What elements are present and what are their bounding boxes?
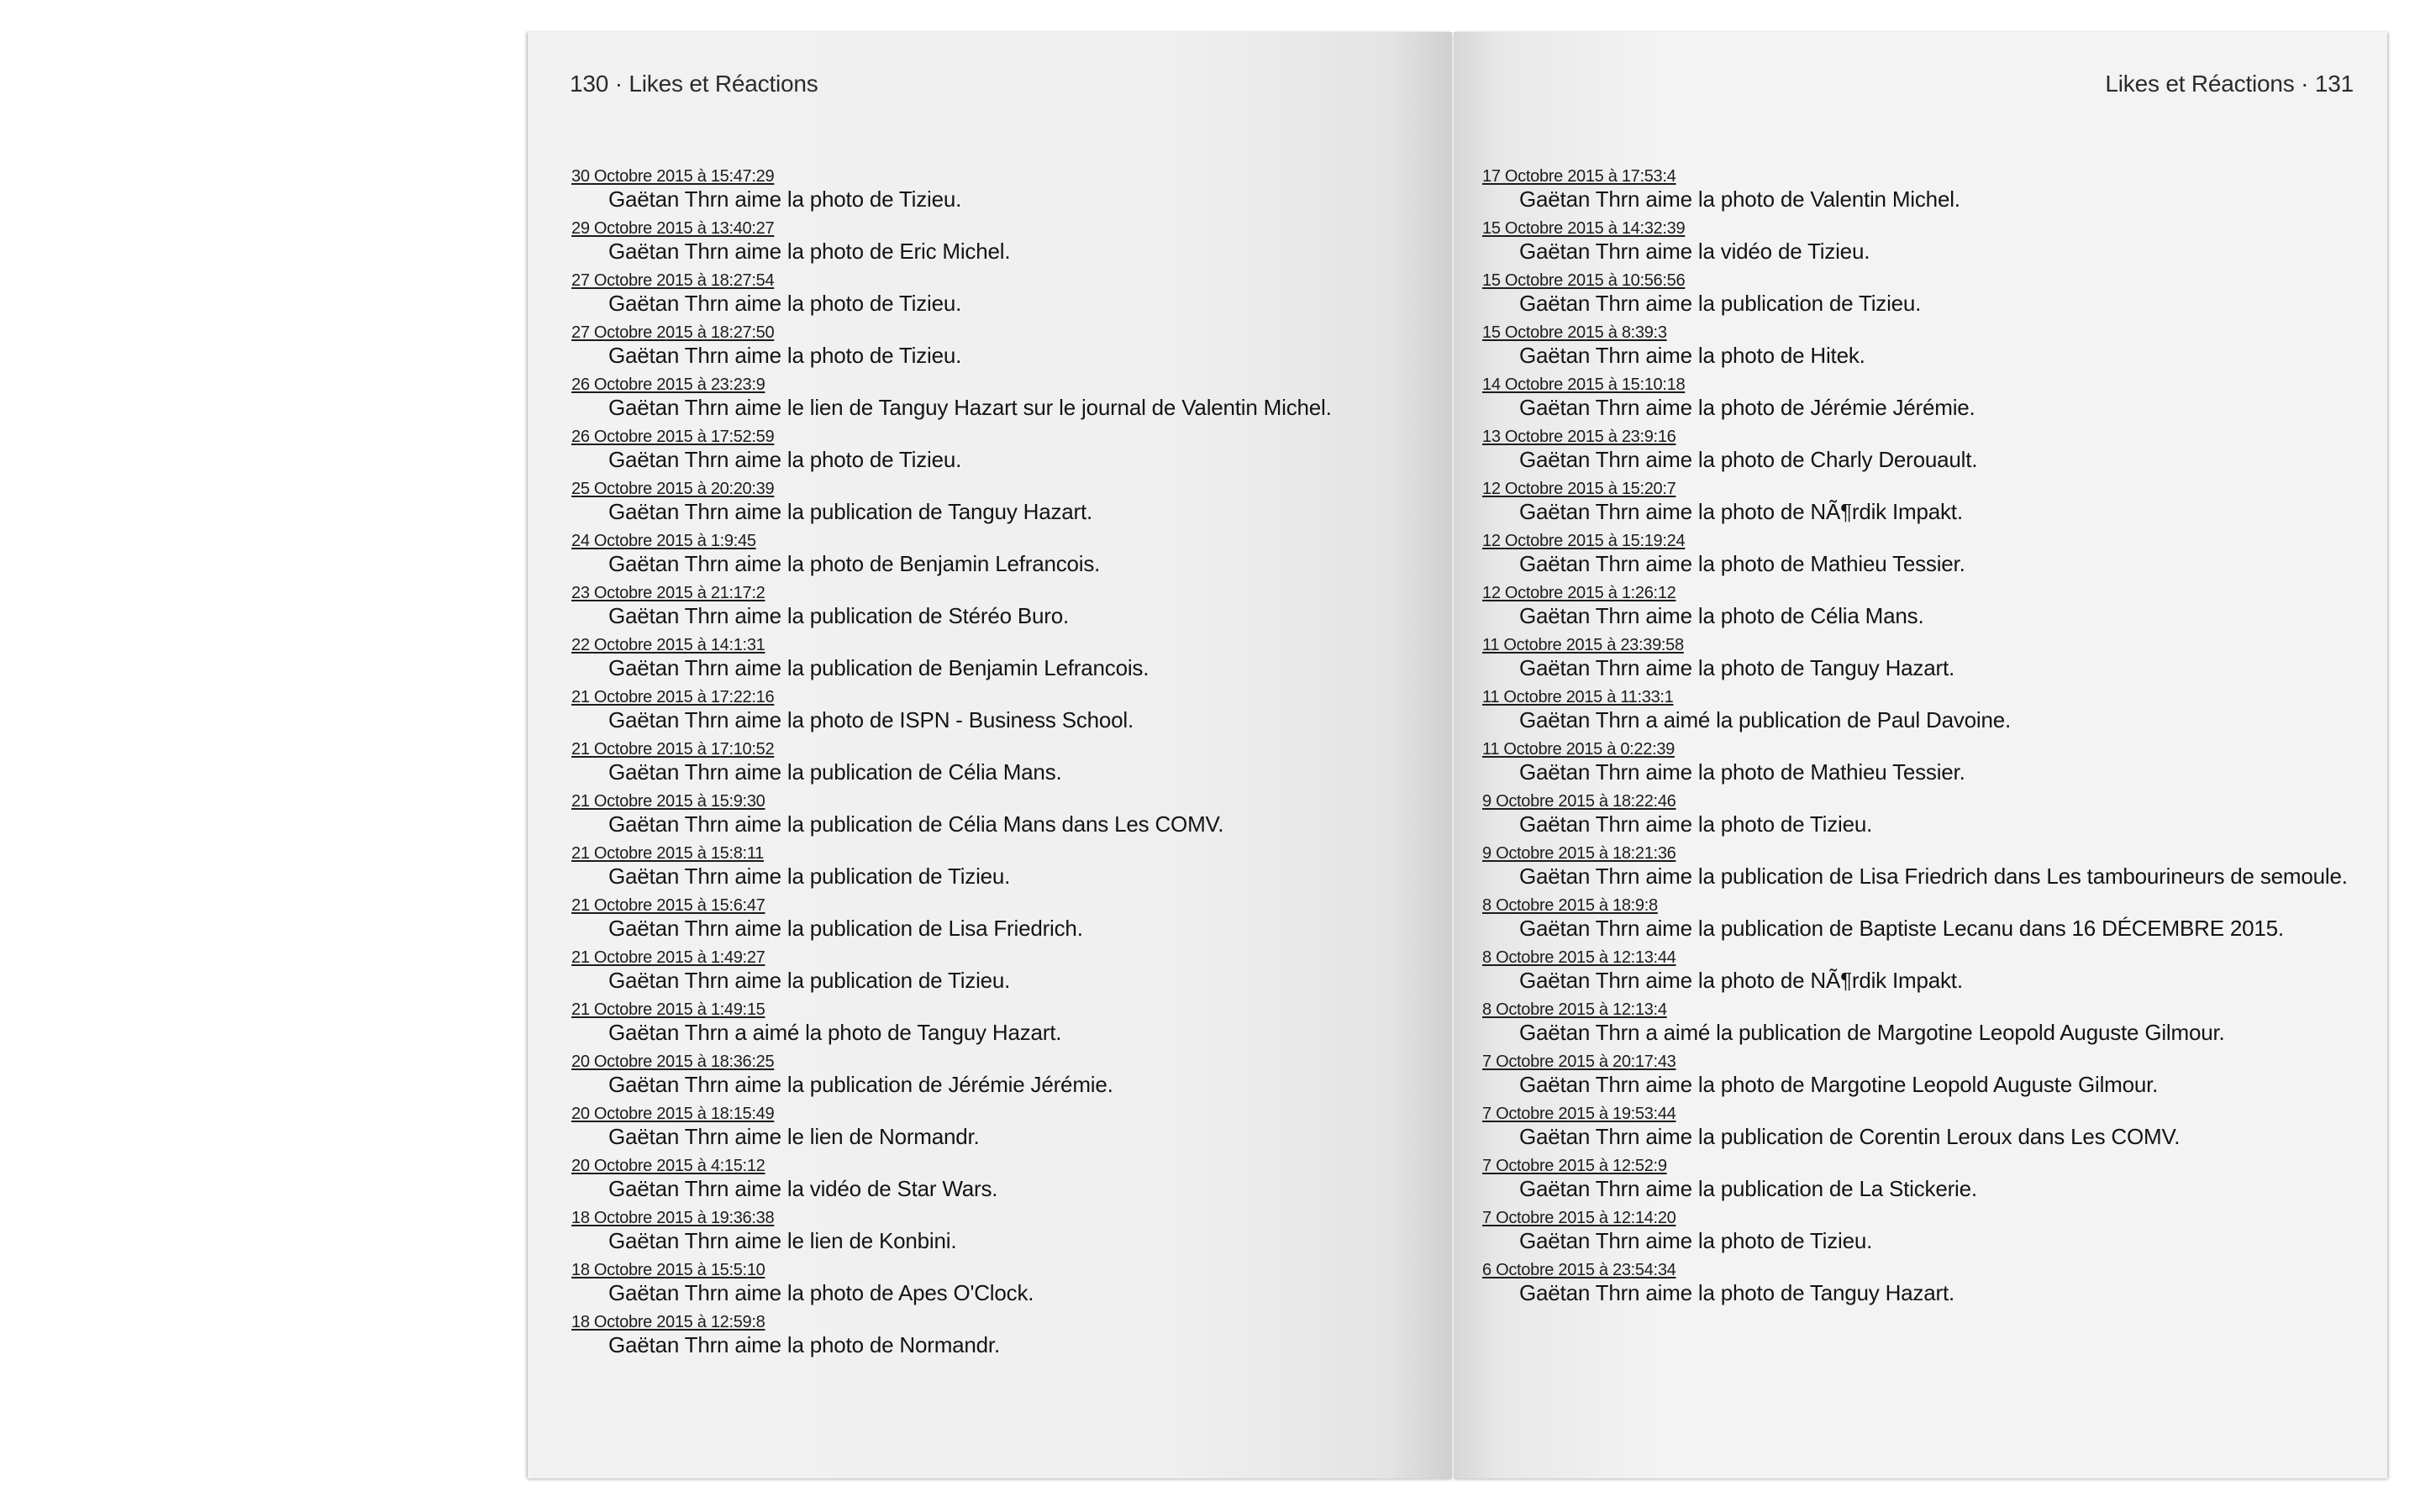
entry-text: Gaëtan Thrn aime la photo de Tizieu. — [608, 447, 962, 472]
entry-text: Gaëtan Thrn aime la photo de Tanguy Hazart. — [1519, 1280, 1954, 1305]
entry-text: Gaëtan Thrn aime la photo de Benjamin Lefrancois. — [608, 551, 1101, 576]
log-entry — [571, 688, 1420, 734]
log-entry — [571, 636, 1420, 682]
log-entry — [1482, 375, 2365, 422]
entry-text: Gaëtan Thrn aime la photo de Jérémie Jérémie. — [1519, 395, 1975, 420]
entry-date: 13 Octobre 2015 à 23:9:16 — [1482, 428, 1676, 446]
entry-text: Gaëtan Thrn aime la photo de Tizieu. — [608, 291, 962, 316]
entry-date: 17 Octobre 2015 à 17:53:4 — [1482, 167, 1676, 186]
left-running-head: 130 · Likes et Réactions — [570, 71, 818, 97]
book-spread — [528, 32, 2387, 1478]
entry-text: Gaëtan Thrn aime la photo de Mathieu Tessier. — [1519, 551, 1965, 576]
log-entry — [571, 428, 1420, 474]
log-entry — [1482, 1261, 2365, 1307]
entry-date: 21 Octobre 2015 à 15:8:11 — [571, 844, 764, 863]
log-entry — [571, 480, 1420, 526]
entry-text: Gaëtan Thrn aime la photo de Tizieu. — [1519, 811, 1873, 837]
entry-text: Gaëtan Thrn aime la photo de Mathieu Tessier. — [1519, 759, 1965, 785]
entry-date: 26 Octobre 2015 à 17:52:59 — [571, 428, 775, 446]
log-entry — [571, 532, 1420, 578]
entry-text: Gaëtan Thrn aime la publication de Lisa Friedrich dans Les tambourineurs de semoule. — [1519, 864, 2348, 889]
entry-date: 15 Octobre 2015 à 10:56:56 — [1482, 271, 1686, 290]
log-entry — [1482, 219, 2365, 265]
entry-date: 22 Octobre 2015 à 14:1:31 — [571, 636, 765, 654]
entry-text: Gaëtan Thrn aime la photo de Apes O'Clock. — [608, 1280, 1034, 1305]
entry-date: 14 Octobre 2015 à 15:10:18 — [1482, 375, 1686, 394]
entry-text: Gaëtan Thrn aime la photo de Valentin Michel. — [1519, 186, 1960, 212]
entry-date: 18 Octobre 2015 à 15:5:10 — [571, 1261, 765, 1279]
entry-text: Gaëtan Thrn aime le lien de Tanguy Hazart sur le journal de Valentin Michel. — [608, 395, 1332, 420]
log-entry — [571, 375, 1420, 422]
log-entry — [571, 167, 1420, 213]
entry-text: Gaëtan Thrn aime la publication de Jérémie Jérémie. — [608, 1072, 1113, 1097]
entry-date: 7 Octobre 2015 à 20:17:43 — [1482, 1053, 1676, 1071]
entry-date: 21 Octobre 2015 à 1:49:15 — [571, 1000, 765, 1019]
log-entry — [1482, 584, 2365, 630]
log-entry — [571, 1157, 1420, 1203]
entry-date: 12 Octobre 2015 à 15:19:24 — [1482, 532, 1686, 550]
entry-text: Gaëtan Thrn aime la photo de Hitek. — [1519, 343, 1865, 368]
entry-date: 18 Octobre 2015 à 12:59:8 — [571, 1313, 765, 1331]
log-entry — [1482, 480, 2365, 526]
entry-date: 9 Octobre 2015 à 18:22:46 — [1482, 792, 1676, 811]
entry-date: 21 Octobre 2015 à 17:22:16 — [571, 688, 775, 706]
left-entry-list — [571, 167, 1420, 1365]
entry-text: Gaëtan Thrn aime la photo de Tanguy Hazart. — [1519, 655, 1954, 680]
right-entry-list — [1482, 167, 2365, 1313]
entry-text: Gaëtan Thrn aime la photo de Tizieu. — [608, 186, 962, 212]
log-entry — [571, 896, 1420, 942]
entry-date: 25 Octobre 2015 à 20:20:39 — [571, 480, 775, 498]
entry-text: Gaëtan Thrn aime la publication de Célia Mans. — [608, 759, 1062, 785]
entry-date: 24 Octobre 2015 à 1:9:45 — [571, 532, 756, 550]
entry-text: Gaëtan Thrn aime la publication de Stéréo Buro. — [608, 603, 1070, 628]
log-entry — [1482, 740, 2365, 786]
entry-text: Gaëtan Thrn aime la photo de NÃ¶rdik Impakt. — [1519, 968, 1963, 993]
entry-text: Gaëtan Thrn aime la photo de Tizieu. — [608, 343, 962, 368]
log-entry — [571, 584, 1420, 630]
entry-text: Gaëtan Thrn aime la publication de Tizieu. — [608, 968, 1011, 993]
entry-text: Gaëtan Thrn aime la photo de Eric Michel. — [608, 239, 1011, 264]
left-page — [528, 32, 1452, 1478]
entry-text: Gaëtan Thrn aime le lien de Normandr. — [608, 1124, 980, 1149]
entry-date: 20 Octobre 2015 à 18:15:49 — [571, 1105, 775, 1123]
log-entry — [1482, 636, 2365, 682]
entry-text: Gaëtan Thrn aime la publication de Lisa Friedrich. — [608, 916, 1083, 941]
log-entry — [571, 1000, 1420, 1047]
log-entry — [1482, 1105, 2365, 1151]
entry-date: 12 Octobre 2015 à 15:20:7 — [1482, 480, 1676, 498]
log-entry — [1482, 1053, 2365, 1099]
entry-date: 29 Octobre 2015 à 13:40:27 — [571, 219, 775, 238]
log-entry — [1482, 1000, 2365, 1047]
log-entry — [1482, 896, 2365, 942]
entry-text: Gaëtan Thrn aime le lien de Konbini. — [608, 1228, 957, 1253]
entry-text: Gaëtan Thrn a aimé la photo de Tanguy Hazart. — [608, 1020, 1062, 1045]
log-entry — [1482, 1209, 2365, 1255]
entry-text: Gaëtan Thrn aime la publication de La Stickerie. — [1519, 1176, 1977, 1201]
entry-text: Gaëtan Thrn aime la photo de NÃ¶rdik Impakt. — [1519, 499, 1963, 524]
entry-date: 26 Octobre 2015 à 23:23:9 — [571, 375, 765, 394]
entry-date: 15 Octobre 2015 à 8:39:3 — [1482, 323, 1667, 342]
log-entry — [571, 1209, 1420, 1255]
log-entry — [1482, 688, 2365, 734]
entry-date: 11 Octobre 2015 à 11:33:1 — [1482, 688, 1674, 706]
entry-date: 7 Octobre 2015 à 12:52:9 — [1482, 1157, 1667, 1175]
entry-text: Gaëtan Thrn aime la photo de Charly Derouault. — [1519, 447, 1978, 472]
entry-text: Gaëtan Thrn aime la photo de Normandr. — [608, 1332, 1000, 1357]
entry-text: Gaëtan Thrn aime la photo de ISPN - Business School. — [608, 707, 1134, 732]
entry-date: 20 Octobre 2015 à 18:36:25 — [571, 1053, 775, 1071]
log-entry — [1482, 532, 2365, 578]
entry-date: 6 Octobre 2015 à 23:54:34 — [1482, 1261, 1676, 1279]
log-entry — [1482, 167, 2365, 213]
log-entry — [1482, 271, 2365, 318]
log-entry — [571, 792, 1420, 838]
entry-date: 11 Octobre 2015 à 23:39:58 — [1482, 636, 1684, 654]
log-entry — [571, 271, 1420, 318]
entry-text: Gaëtan Thrn aime la publication de Corentin Leroux dans Les COMV. — [1519, 1124, 2181, 1149]
log-entry — [571, 1261, 1420, 1307]
entry-date: 23 Octobre 2015 à 21:17:2 — [571, 584, 765, 602]
log-entry — [1482, 948, 2365, 995]
entry-date: 20 Octobre 2015 à 4:15:12 — [571, 1157, 765, 1175]
entry-text: Gaëtan Thrn aime la publication de Tizieu. — [1519, 291, 1922, 316]
entry-text: Gaëtan Thrn aime la publication de Célia Mans dans Les COMV. — [608, 811, 1224, 837]
entry-date: 21 Octobre 2015 à 1:49:27 — [571, 948, 765, 967]
entry-date: 12 Octobre 2015 à 1:26:12 — [1482, 584, 1676, 602]
log-entry — [571, 219, 1420, 265]
entry-text: Gaëtan Thrn aime la publication de Baptiste Lecanu dans 16 DÉCEMBRE 2015. — [1519, 916, 2284, 941]
entry-text: Gaëtan Thrn aime la photo de Célia Mans. — [1519, 603, 1924, 628]
entry-date: 27 Octobre 2015 à 18:27:50 — [571, 323, 775, 342]
entry-date: 21 Octobre 2015 à 15:6:47 — [571, 896, 765, 915]
entry-date: 18 Octobre 2015 à 19:36:38 — [571, 1209, 775, 1227]
log-entry — [571, 844, 1420, 890]
entry-text: Gaëtan Thrn a aimé la publication de Margotine Leopold Auguste Gilmour. — [1519, 1020, 2225, 1045]
log-entry — [1482, 428, 2365, 474]
entry-date: 11 Octobre 2015 à 0:22:39 — [1482, 740, 1675, 759]
entry-date: 8 Octobre 2015 à 12:13:4 — [1482, 1000, 1667, 1019]
log-entry — [571, 1313, 1420, 1359]
entry-text: Gaëtan Thrn aime la publication de Tanguy Hazart. — [608, 499, 1093, 524]
entry-date: 7 Octobre 2015 à 12:14:20 — [1482, 1209, 1676, 1227]
log-entry — [1482, 1157, 2365, 1203]
entry-text: Gaëtan Thrn aime la vidéo de Tizieu. — [1519, 239, 1870, 264]
entry-text: Gaëtan Thrn aime la publication de Benjamin Lefrancois. — [608, 655, 1150, 680]
entry-date: 27 Octobre 2015 à 18:27:54 — [571, 271, 775, 290]
entry-text: Gaëtan Thrn aime la photo de Margotine Leopold Auguste Gilmour. — [1519, 1072, 2159, 1097]
entry-date: 21 Octobre 2015 à 17:10:52 — [571, 740, 775, 759]
entry-text: Gaëtan Thrn aime la publication de Tizieu. — [608, 864, 1011, 889]
entry-text: Gaëtan Thrn aime la vidéo de Star Wars. — [608, 1176, 998, 1201]
entry-text: Gaëtan Thrn a aimé la publication de Paul Davoine. — [1519, 707, 2012, 732]
right-page — [1454, 32, 2387, 1478]
log-entry — [571, 948, 1420, 995]
log-entry — [571, 1053, 1420, 1099]
log-entry — [1482, 844, 2365, 890]
right-running-head: Likes et Réactions · 131 — [2105, 71, 2354, 97]
entry-date: 21 Octobre 2015 à 15:9:30 — [571, 792, 765, 811]
log-entry — [1482, 323, 2365, 370]
entry-date: 15 Octobre 2015 à 14:32:39 — [1482, 219, 1686, 238]
entry-date: 8 Octobre 2015 à 12:13:44 — [1482, 948, 1676, 967]
entry-date: 9 Octobre 2015 à 18:21:36 — [1482, 844, 1676, 863]
entry-date: 8 Octobre 2015 à 18:9:8 — [1482, 896, 1658, 915]
entry-date: 7 Octobre 2015 à 19:53:44 — [1482, 1105, 1676, 1123]
log-entry — [571, 323, 1420, 370]
log-entry — [1482, 792, 2365, 838]
entry-text: Gaëtan Thrn aime la photo de Tizieu. — [1519, 1228, 1873, 1253]
log-entry — [571, 1105, 1420, 1151]
entry-date: 30 Octobre 2015 à 15:47:29 — [571, 167, 775, 186]
log-entry — [571, 740, 1420, 786]
